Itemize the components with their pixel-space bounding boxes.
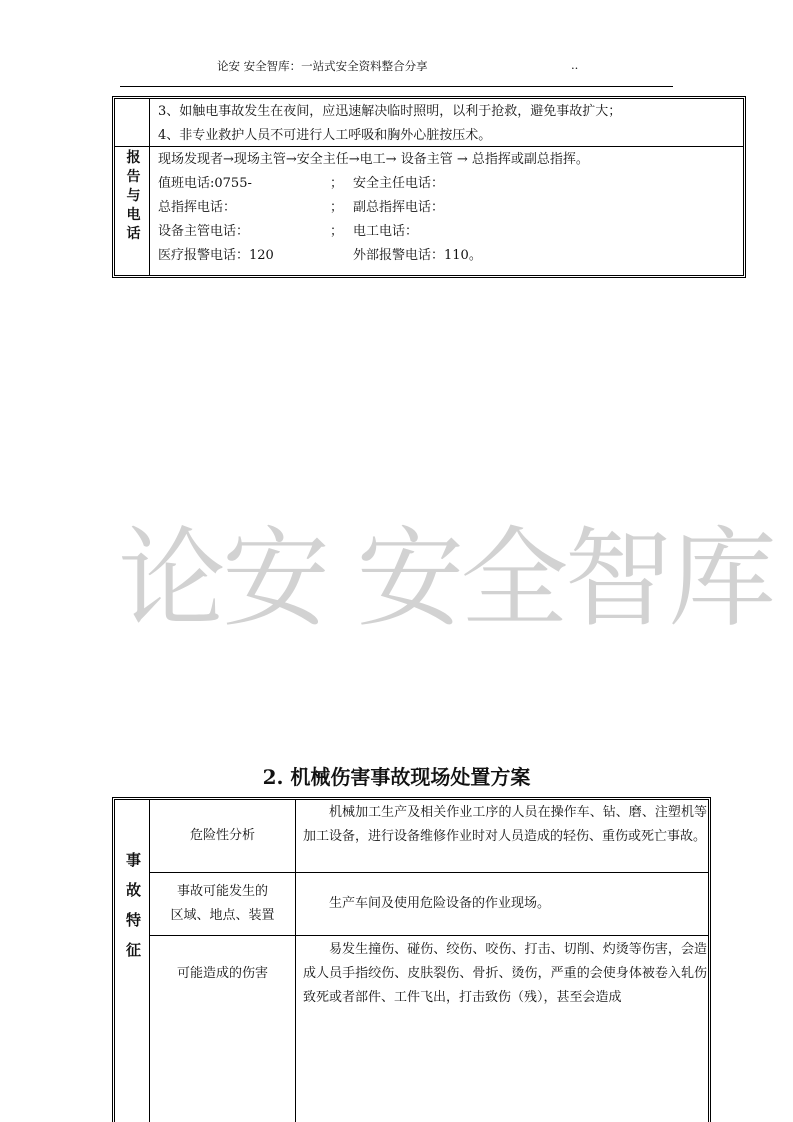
row-label-injury: 可能造成的伤害 <box>176 966 268 981</box>
page-header: 论安 安全智库：一站式安全资料整合分享 <box>217 59 428 73</box>
accident-feature-table <box>112 797 711 1122</box>
header-rule <box>120 86 673 87</box>
watermark: 论安 安全智库 <box>118 517 773 642</box>
row-label-hazard: 危险性分析 <box>189 828 255 843</box>
contact-table: 3、如触电事故发生在夜间，应迅速解决临时照明，以利于抢救，避免事故扩大； 4、非专业救护人员不可进行人工呼吸和胸外心脏按压术。 报 告 与 电 话 现场发现者→现场主管→安全主任→电工→ 设备主管 → 总指挥或副总指挥。 值班电话:0755- ； 安全主任电话： 总指挥电话： ； 副总指挥电话： 设备主管电话： ； 电工电话： 医疗报警电话：120 外部报警电话：110。 <box>112 96 746 278</box>
instruction-4: 4、非专业救护人员不可进行人工呼吸和胸外心脏按压术。 <box>158 128 492 143</box>
row-content-injury: 易发生撞伤、碰伤、绞伤、咬伤、打击、切削、灼烫等伤害，会造成人员手指绞伤、皮肤裂伤、骨折、烫伤，严重的会使身体被卷入轧伤致死或者部件、工件飞出，打击致伤（残），甚至会造成 <box>303 942 707 1005</box>
instruction-3: 3、如触电事故发生在夜间，应迅速解决临时照明，以利于抢救，避免事故扩大； <box>158 104 622 119</box>
row-label-location-2: 区域、地点、装置 <box>170 908 275 923</box>
report-phone-label: 报 告 与 电 话 <box>126 150 141 242</box>
row-label-location-1: 事故可能发生的 <box>176 884 268 899</box>
section-title: 2. 机械伤害事故现场处置方案 <box>262 765 531 789</box>
header-dots: .. <box>571 58 579 72</box>
row-content-hazard: 机械加工生产及相关作业工序的人员在操作车、钻、磨、注塑机等加工设备，进行设备维修作业时对人员造成的轻伤、重伤或死亡事故。 <box>303 805 707 844</box>
report-flow: 现场发现者→现场主管→安全主任→电工→ 设备主管 → 总指挥或副总指挥。 <box>158 152 589 167</box>
accident-feature-label: 事 故 特 征 <box>125 851 141 959</box>
row-content-location: 生产车间及使用危险设备的作业现场。 <box>329 896 551 911</box>
